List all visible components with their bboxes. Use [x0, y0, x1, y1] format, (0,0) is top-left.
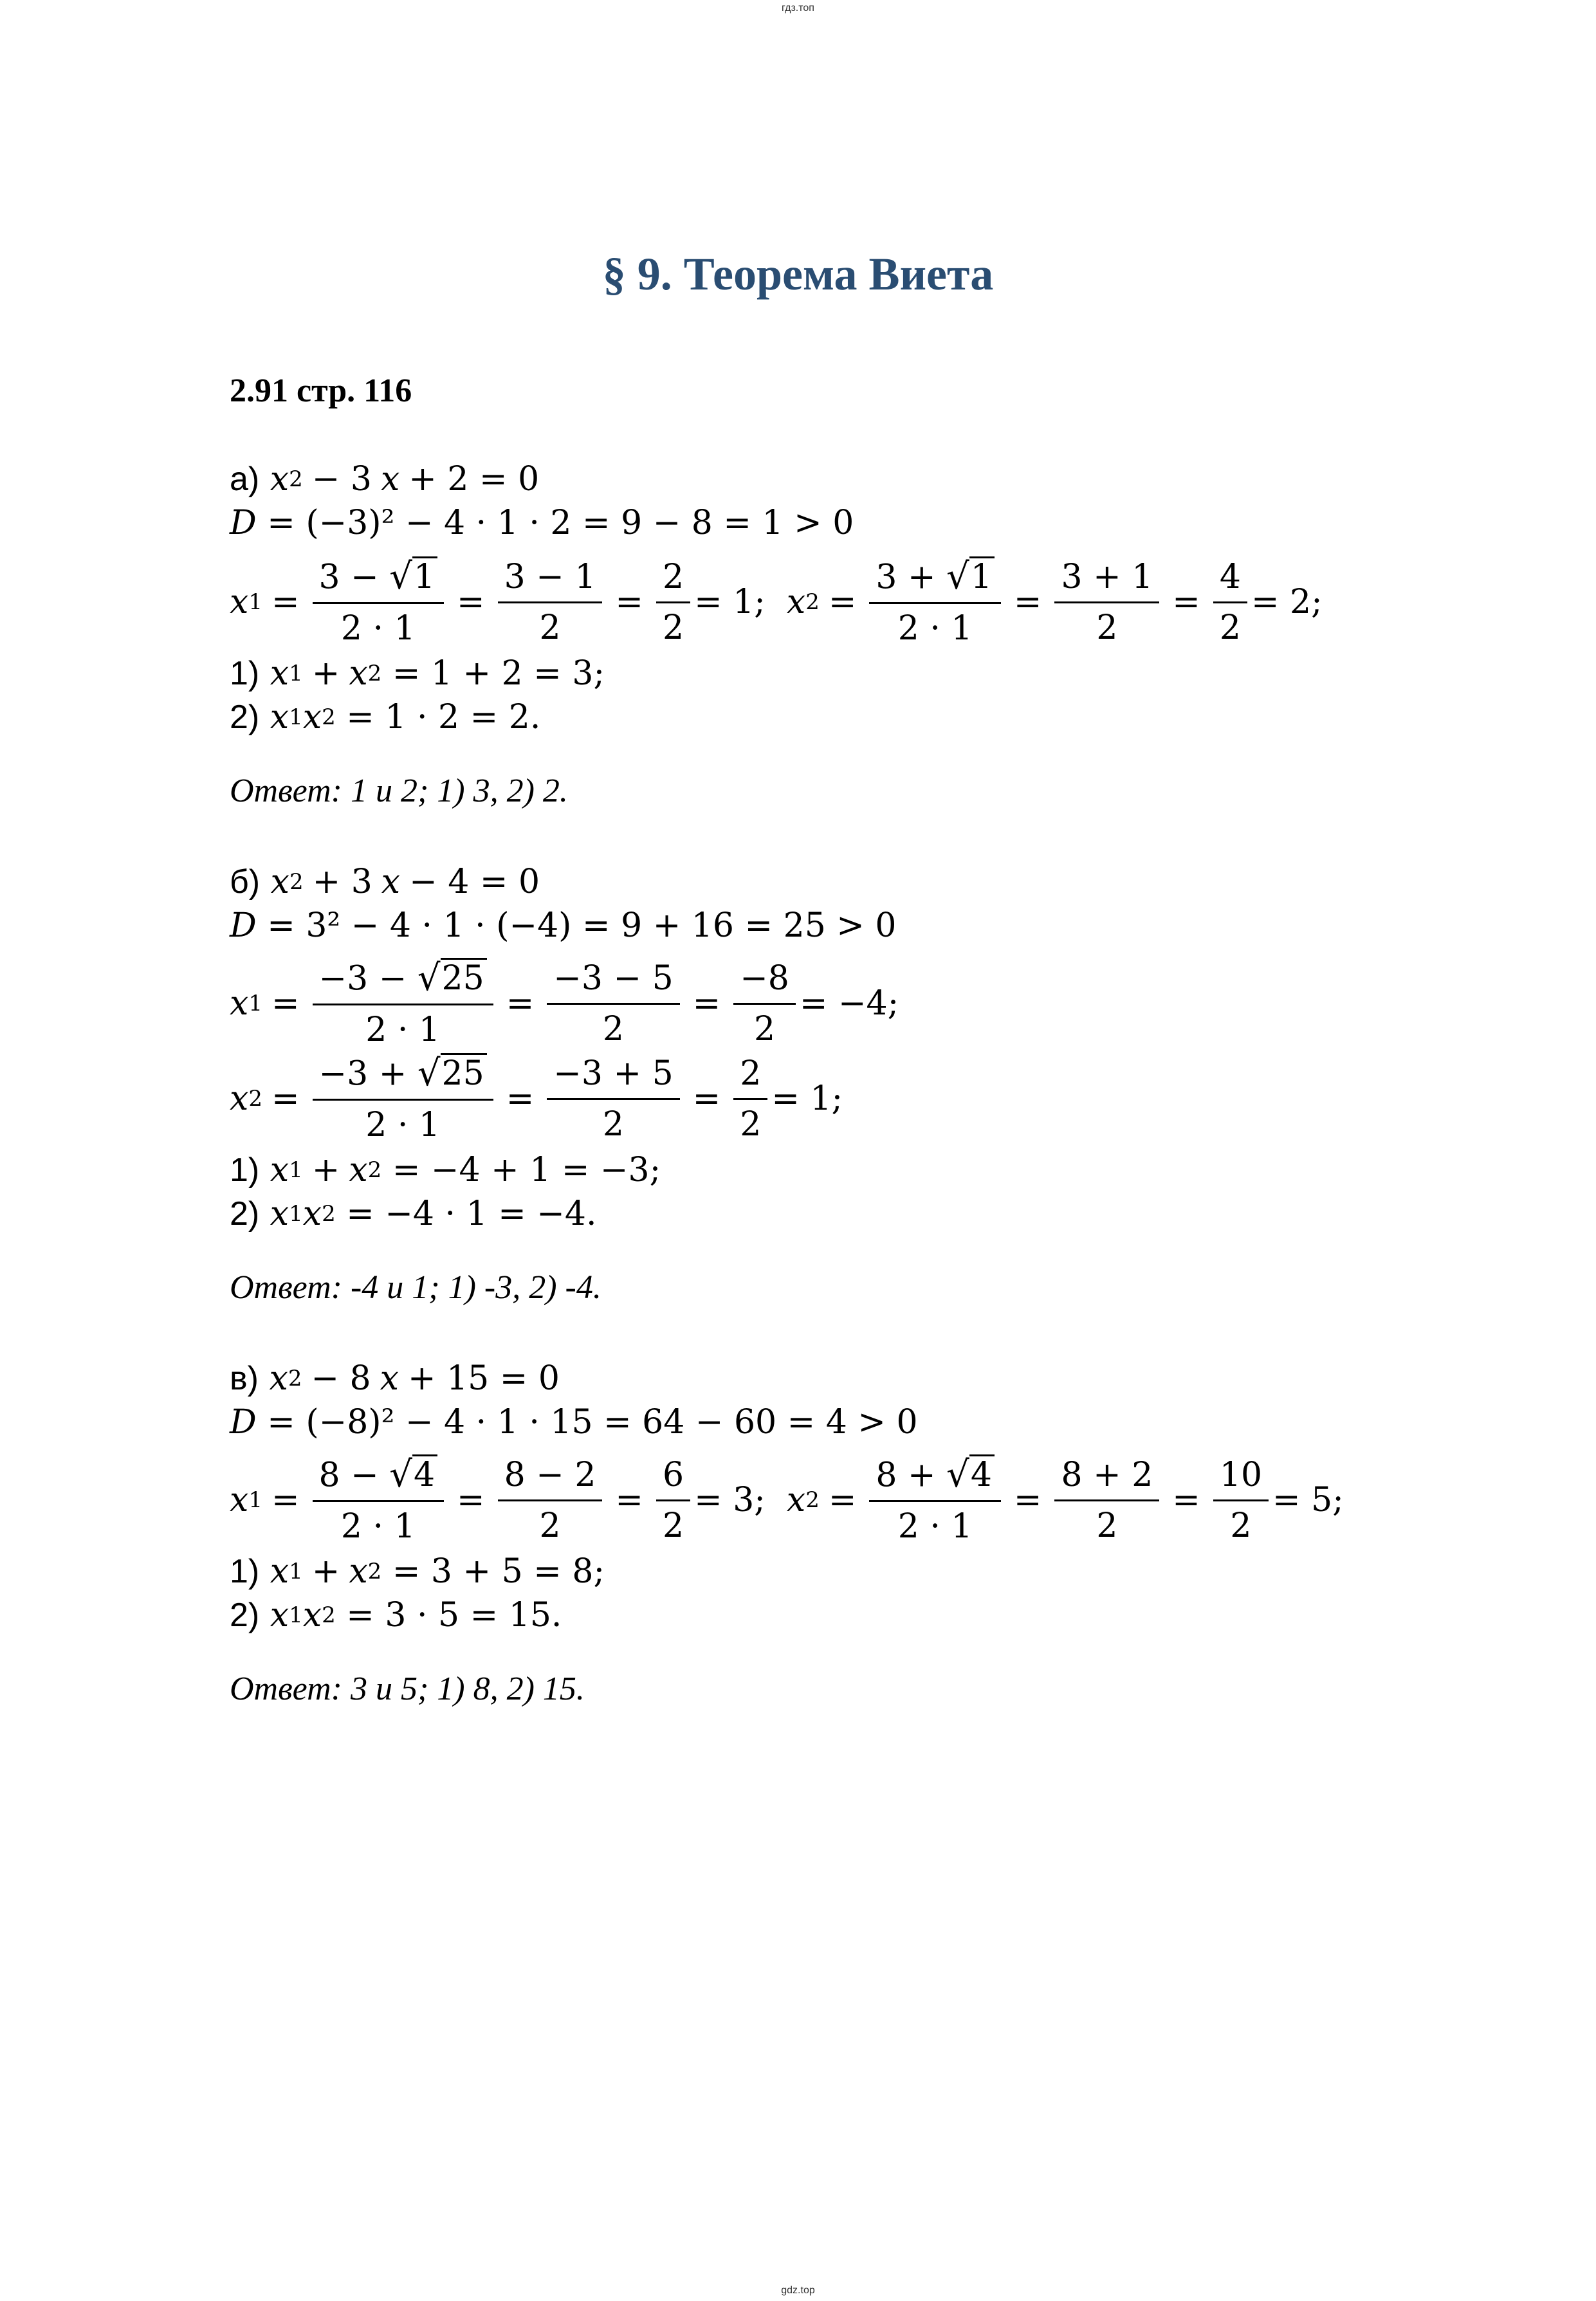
var-x: x	[270, 460, 289, 499]
equation-c: в) x 2 − 8 x + 15 = 0	[230, 1359, 560, 1398]
fraction: −3 + √ 25 2 · 1	[313, 1053, 493, 1144]
roots-a: x 1 = 3 − √ 1 2 · 1 = $\frac{3 - 1}{2}$ = $\frac{2}{2}$ = 1; x 2 = 3 + √ 1 2 · 1 = $\frac{3 + 1}{2}$ = $\frac{4}{2}$ = 2;	[230, 555, 1323, 648]
fraction: $\frac{8 - 2}{2}$	[498, 1456, 603, 1545]
fraction: −3 − √ 25 2 · 1	[313, 958, 493, 1049]
fraction: $\frac{-3 + 5}{2}$	[547, 1054, 679, 1144]
part-label: б)	[230, 863, 261, 901]
fraction: 3 + √ 1 2 · 1	[869, 556, 1001, 648]
sum-b: 1) x 1 + x 2 = −4 + 1 = −3;	[230, 1151, 661, 1189]
fraction: $\frac{-3 - 5}{2}$	[547, 959, 679, 1049]
answer-b: Ответ: -4 и 1; 1) -3, 2) -4.	[230, 1269, 601, 1306]
root2-b: x 2 = −3 + √ 25 2 · 1 = $\frac{-3 + 5}{2}$ = $\frac{2}{2}$ = 1;	[230, 1052, 843, 1144]
fraction: 8 + √ 4 2 · 1	[869, 1454, 1001, 1546]
section-title: § 9. Теорема Виета	[602, 248, 994, 300]
fraction: $\frac{6}{2}$	[656, 1456, 690, 1545]
var-x: x	[380, 460, 400, 499]
sum-a: 1) x 1 + x 2 = 1 + 2 = 3;	[230, 654, 605, 693]
root1-b: x 1 = −3 − √ 25 2 · 1 = $\frac{-3 - 5}{2}$ = $\frac{-8}{2}$ = −4;	[230, 957, 899, 1049]
fraction: $\frac{2}{2}$	[656, 558, 690, 647]
roots-c: x 1 = 8 − √ 4 2 · 1 = $\frac{8 - 2}{2}$ = $\frac{6}{2}$ = 3; x 2 = 8 + √ 4 2 · 1 = $\frac{8 + 2}{2}$ = $\frac{10}{2}$ = 5;	[230, 1453, 1344, 1546]
exercise-heading: 2.91 стр. 116	[230, 372, 412, 409]
fraction: $\frac{3 - 1}{2}$	[498, 558, 603, 647]
product-c: 2) x 1 x 2 = 3 · 5 = 15.	[230, 1596, 562, 1635]
discriminant-a: D = (−3)² − 4 · 1 · 2 = 9 − 8 = 1 > 0	[230, 504, 854, 542]
discriminant-expr: = (−3)² − 4 · 1 · 2 = 9 − 8 = 1 > 0	[267, 504, 854, 542]
root-result: = 1;	[694, 583, 766, 621]
exponent: 2	[289, 466, 303, 492]
fraction: $\frac{-8}{2}$	[733, 959, 796, 1049]
fraction: $\frac{10}{2}$	[1213, 1456, 1269, 1545]
fraction: $\frac{4}{2}$	[1213, 558, 1247, 647]
part-label: в)	[230, 1360, 259, 1397]
fraction: $\frac{8 + 2}{2}$	[1054, 1456, 1159, 1545]
fraction: $\frac{2}{2}$	[733, 1054, 767, 1144]
fraction: 8 − √ 4 2 · 1	[313, 1454, 445, 1546]
product-a: 2) x 1 x 2 = 1 · 2 = 2.	[230, 698, 541, 737]
sum-c: 1) x 1 + x 2 = 3 + 5 = 8;	[230, 1552, 605, 1591]
site-watermark-top: гдз.топ	[782, 3, 814, 14]
product-b: 2) x 1 x 2 = −4 · 1 = −4.	[230, 1195, 597, 1233]
discriminant-c: D = (−8)² − 4 · 1 · 15 = 64 − 60 = 4 > 0	[230, 1403, 918, 1442]
root-result: = 2;	[1251, 583, 1323, 621]
site-watermark-bottom: gdz.top	[781, 2285, 815, 2296]
discriminant-b: D = 3² − 4 · 1 · (−4) = 9 + 16 = 25 > 0	[230, 906, 897, 945]
equation-term: + 2 = 0	[408, 460, 540, 499]
fraction: $\frac{3 + 1}{2}$	[1054, 558, 1159, 647]
answer-a: Ответ: 1 и 2; 1) 3, 2) 2.	[230, 773, 568, 809]
equation-b: б) x 2 + 3 x − 4 = 0	[230, 863, 540, 901]
equation-a	[230, 457, 548, 502]
part-label: а)	[230, 461, 260, 498]
fraction: 3 − √ 1 2 · 1	[313, 556, 445, 648]
answer-c: Ответ: 3 и 5; 1) 8, 2) 15.	[230, 1671, 585, 1707]
equation-term: − 3	[311, 460, 372, 499]
